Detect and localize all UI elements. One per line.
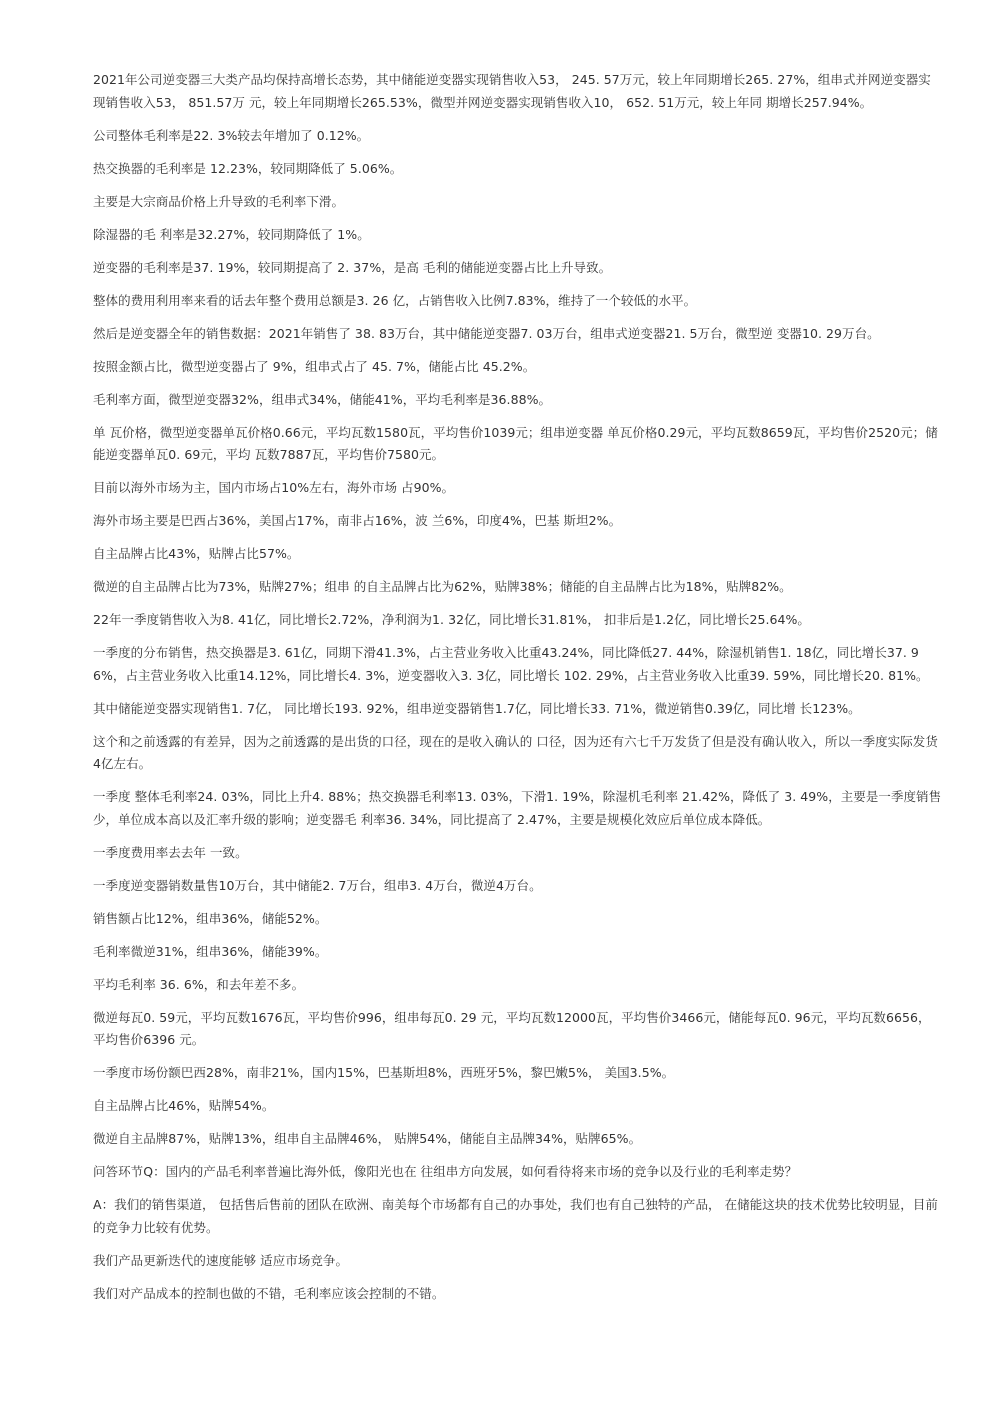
paragraph-qa-answer: A：我们的销售渠道， 包括售后售前的团队在欧洲、南美每个市场都有自己的办事处，我们也有自己独特的产品， 在储能这块的技术优势比较明显，目前的竞争力比较有优势。 [93, 1197, 938, 1235]
paragraph-q1-unit-price: 微逆每瓦0. 59元，平均瓦数1676瓦，平均售价996，组串每瓦0. 29 元，平均瓦数12000瓦，平均售价3466元，储能每瓦0. 96元，平均瓦数6656，平均售价6396 元。 [93, 1009, 931, 1047]
paragraph-q1-market-share: 一季度市场份额巴西28%，南非21%，国内15%，巴基斯坦8%，西班牙5%，黎巴嫩5%， 美国3.5%。 [93, 1065, 675, 1080]
paragraph-brand-by-type: 微逆的自主品牌占比为73%，贴牌27%；组串 的自主品牌占比为62%，贴牌38%；储能的自主品牌占比为18%，贴牌82%。 [93, 579, 792, 594]
paragraph-annual-units: 然后是逆变器全年的销售数据：2021年销售了 38. 83万台，其中储能逆变器7. 03万台，组串式逆变器21. 5万台，微型逆 变器10. 29万台。 [93, 325, 880, 341]
paragraph-inverter-margin: 逆变器的毛利率是37. 19%，较同期提高了 2. 37%，是高 毛利的储能逆变器占比上升导致。 [93, 259, 612, 275]
paragraph-q1-segment-sales: 一季度的分布销售，热交换器是3. 61亿，同期下滑41.3%，占主营业务收入比重43.24%，同比降低27. 44%，除湿机销售1. 18亿，同比增长37. 96%，占主营业务收入比重14.12%，同比增长4. 3%，逆变器收入3. 3亿，同比增长 102. 29%，占主营业务收入比重39. 59%，同比增长20. 81%。 [93, 645, 929, 683]
document-body [93, 69, 943, 1316]
paragraph-q1-own-brand: 自主品牌占比46%，贴牌54%。 [93, 1098, 275, 1113]
paragraph-expense-ratio: 整体的费用利用率来看的话去年整个费用总额是3. 26 亿，占销售收入比例7.83%，维持了一个较低的水平。 [93, 292, 697, 308]
paragraph-heat-exchanger-margin: 热交换器的毛利率是 12.23%，较同期降低了 5.06%。 [93, 160, 403, 176]
paragraph-market-split: 目前以海外市场为主，国内市场占10%左右，海外市场 占90%。 [93, 480, 455, 495]
paragraph-qa-iteration: 我们产品更新迭代的速度能够 适应市场竞争。 [93, 1252, 349, 1268]
paragraph-own-brand-share: 自主品牌占比43%，贴牌占比57%。 [93, 546, 300, 561]
paragraph-q1-revenue: 22年一季度销售收入为8. 41亿，同比增长2.72%，净利润为1. 32亿，同比增长31.81%， 扣非后是1.2亿，同比增长25.64%。 [93, 612, 810, 627]
paragraph-dehumidifier-margin: 除湿器的毛 利率是32.27%，较同期降低了 1%。 [93, 226, 370, 242]
paragraph-q1-inverter-sales: 其中储能逆变器实现销售1. 7亿， 同比增长193. 92%，组串逆变器销售1.7亿，同比增长33. 71%，微逆销售0.39亿，同比增 长123%。 [93, 700, 861, 716]
paragraph-overseas-markets: 海外市场主要是巴西占36%，美国占17%，南非占16%，波 兰6%，印度4%，巴基 斯坦2%。 [93, 513, 622, 528]
paragraph-q1-margin-by-type: 毛利率微逆31%，组串36%，储能39%。 [93, 943, 328, 959]
paragraph-q1-margin: 一季度 整体毛利率24. 03%，同比上升4. 88%；热交换器毛利率13. 03%，下滑1. 19%，除湿机毛利率 21.42%，降低了 3. 49%，主要是一季度销售少，单位成本高以及汇率升级的影响；逆变器毛 利率36. 34%，同比提高了 2.47%，主要是规模化效应后单位成本降低。 [93, 789, 942, 827]
paragraph-revenue-2021: 2021年公司逆变器三大类产品均保持高增长态势，其中储能逆变器实现销售收入53， 245. 57万元，较上年同期增长265. 27%，组串式并网逆变器实现销售收入53， 851.57万 元，较上年同期增长265.53%，微型并网逆变器实现销售收入10， 652. 51万元，较上年同 期增长257.94%。 [93, 72, 931, 110]
paragraph-unit-watt-price: 单 瓦价格，微型逆变器单瓦价格0.66元，平均瓦数1580瓦，平均售价1039元；组串逆变器 单瓦价格0.29元，平均瓦数8659瓦，平均售价2520元；储能逆变器单瓦0. 69元，平均 瓦数7887瓦，平均售价7580元。 [93, 424, 938, 462]
paragraph-q1-sales-share: 销售额占比12%，组串36%，储能52%。 [93, 910, 328, 926]
paragraph-q1-expense: 一季度费用率去去年 一致。 [93, 844, 248, 860]
paragraph-qa-question: 问答环节Q：国内的产品毛利率普遍比海外低，像阳光也在 往组串方向发展，如何看待将来市场的竞争以及行业的毛利率走势？ [93, 1164, 798, 1179]
paragraph-q1-brand-by-type: 微逆自主品牌87%，贴牌13%，组串自主品牌46%， 贴牌54%，储能自主品牌34%，贴牌65%。 [93, 1131, 642, 1146]
paragraph-commodity-reason: 主要是大宗商品价格上升导致的毛利率下滑。 [93, 193, 345, 209]
paragraph-q1-avg-margin: 平均毛利率 36. 6%，和去年差不多。 [93, 976, 305, 992]
paragraph-qa-cost-control: 我们对产品成本的控制也做的不错，毛利率应该会控制的不错。 [93, 1285, 445, 1301]
paragraph-gross-margin: 公司整体毛利率是22. 3%较去年增加了 0.12%。 [93, 127, 370, 143]
paragraph-margin-by-type: 毛利率方面，微型逆变器32%，组串式34%，储能41%，平均毛利率是36.88%。 [93, 391, 552, 407]
paragraph-q1-units: 一季度逆变器销数量售10万台，其中储能2. 7万台，组串3. 4万台，微逆4万台。 [93, 877, 542, 893]
paragraph-q1-shipment-note: 这个和之前透露的有差异，因为之前透露的是出货的口径，现在的是收入确认的 口径，因为还有六七千万发货了但是没有确认收入，所以一季度实际发货4亿左右。 [93, 733, 938, 771]
paragraph-amount-share: 按照金额占比，微型逆变器占了 9%，组串式占了 45. 7%，储能占比 45.2%。 [93, 358, 536, 374]
